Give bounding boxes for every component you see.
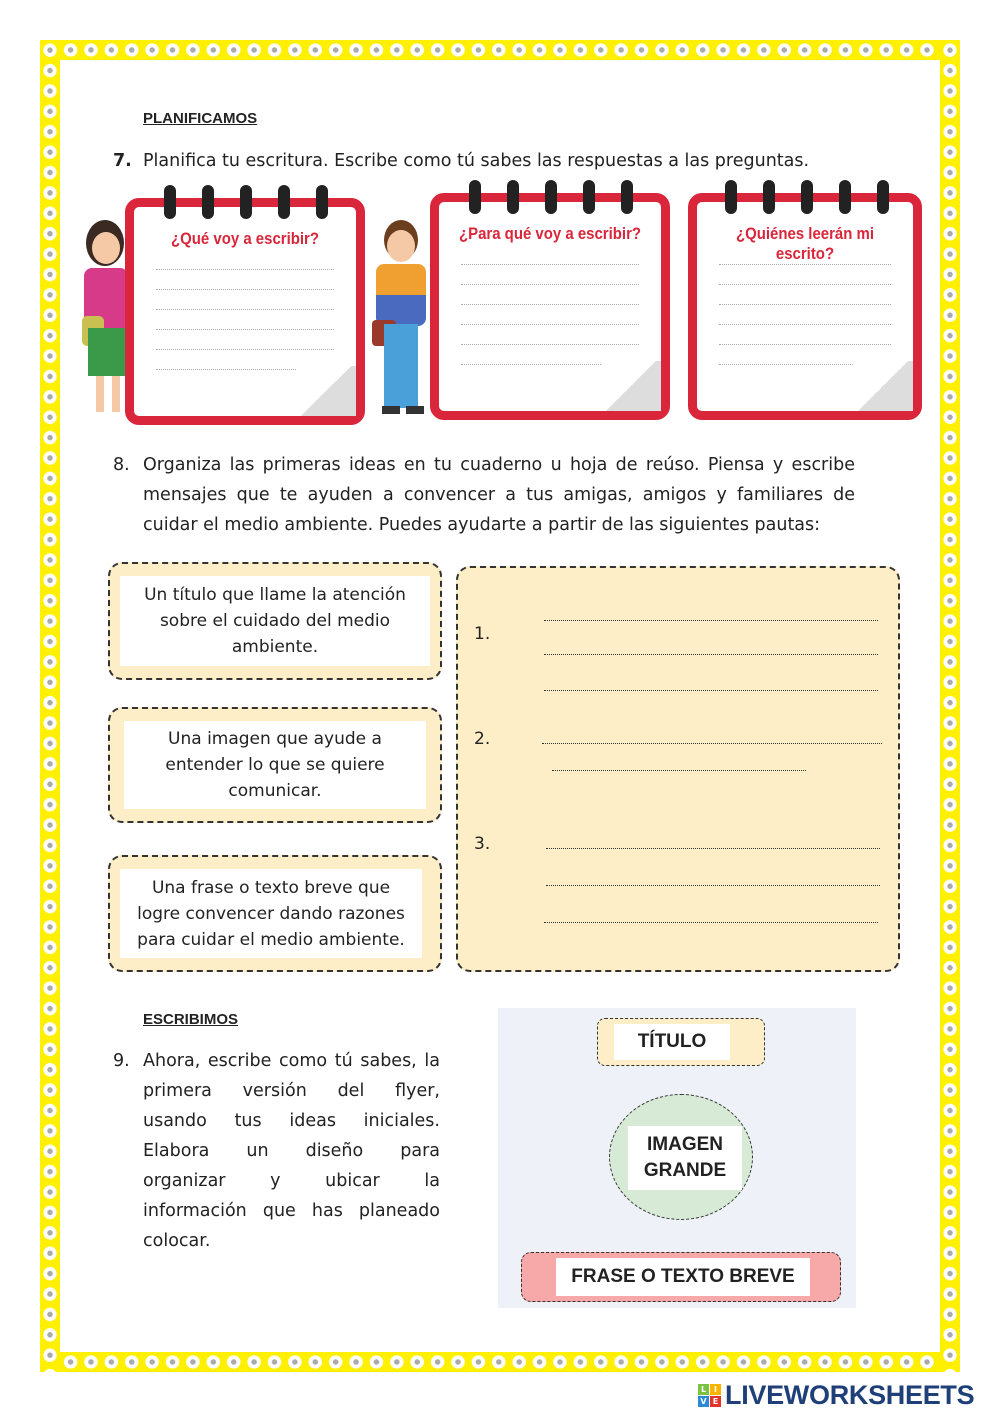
- q8-line: cuidar el medio ambiente. Puedes ayudarte a partir de las siguientes pautas:: [143, 515, 821, 535]
- q7-number: 7.: [113, 151, 132, 171]
- guide-text: Un título que llame la atención sobre el cuidado del medio ambiente.: [120, 576, 430, 666]
- notebook-title: ¿Para qué voy a escribir?: [458, 224, 642, 243]
- layout-title: TÍTULO: [614, 1024, 730, 1060]
- flyer-layout: [498, 1008, 856, 1308]
- guide-title: [108, 562, 442, 680]
- liveworksheets-logo: L I V E LIVEWORKSHEETS: [698, 1380, 974, 1411]
- q7-text: Planifica tu escritura. Escribe como tú sabes las respuestas a las preguntas.: [143, 151, 810, 171]
- border-left: [40, 40, 60, 1372]
- q8-number: 8.: [113, 455, 130, 475]
- answer-area[interactable]: [456, 566, 900, 972]
- notebook-who: [688, 193, 922, 420]
- guide-phrase: [108, 855, 442, 972]
- q8-line: mensajes que te ayuden a convencer a tus amigas, amigos y familiares de: [143, 485, 855, 505]
- border-right: [940, 40, 960, 1372]
- section-heading-planificamos: PLANIFICAMOS: [143, 110, 258, 127]
- border-top: [40, 40, 960, 60]
- notebook-why: [430, 193, 670, 420]
- q9-number: 9.: [113, 1051, 130, 1071]
- guide-text: Una frase o texto breve que logre convencer dando razones para cuidar el medio ambiente.: [120, 869, 422, 958]
- q9-text: Ahora, escribe como tú sabes, la primera versión del flyer, usando tus ideas iniciales. Elabora un diseño para organizar y ubicar la información que has planeado colocar.: [143, 1051, 440, 1251]
- section-heading-escribimos: ESCRIBIMOS: [143, 1011, 239, 1028]
- notebook-title: ¿Qué voy a escribir?: [170, 229, 320, 248]
- answer-number: 2.: [474, 729, 491, 749]
- border-bottom: [40, 1352, 960, 1372]
- brand-name: LIVEWORKSHEETS: [725, 1380, 975, 1410]
- layout-phrase: FRASE O TEXTO BREVE: [556, 1258, 810, 1296]
- guide-image: [108, 707, 442, 823]
- layout-image: IMAGEN GRANDE: [628, 1126, 742, 1190]
- guide-text: Una imagen que ayude a entender lo que se quiere comunicar.: [124, 721, 426, 809]
- q8-line: Organiza las primeras ideas en tu cuaderno u hoja de reúso. Piensa y escribe: [143, 455, 855, 475]
- notebook-title: ¿Quiénes leerán mi escrito?: [735, 224, 875, 263]
- answer-number: 1.: [474, 624, 491, 644]
- answer-number: 3.: [474, 834, 491, 854]
- notebook-what: [125, 198, 365, 425]
